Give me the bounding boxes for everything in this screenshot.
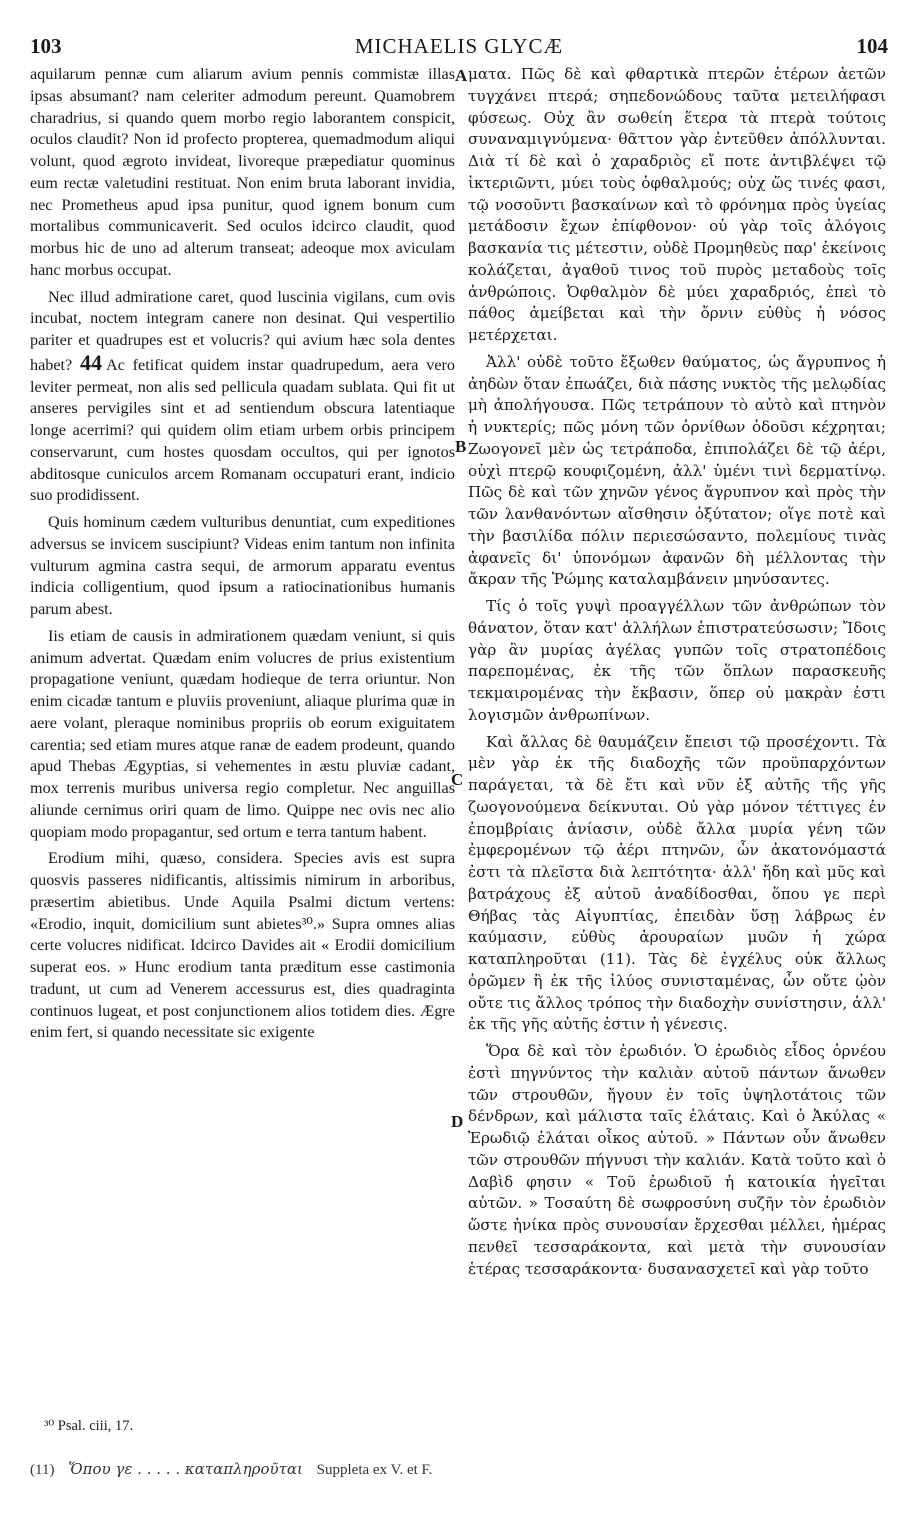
- latin-text: Ac fetificat quidem instar quadrupedum, aera vero leviter permeat, non alis sed pellicula quadam sublata. Qui fit ut anseres pervigiles sint et ad sentiendum obscura latentiaque longe acerrimi? qui quidem olim etiam urbem orbis principem conservarunt, cum hostes quosdam occultos, qui per ignotos abditosque cuniculos arcem Romanam occupaturi erant, indicio suo prodidissent.: [30, 355, 456, 505]
- section-number: 44: [80, 349, 103, 375]
- margin-marker-d: D: [451, 1112, 464, 1131]
- greek-paragraph: Καὶ ἄλλας δὲ θαυμάζειν ἔπεισι τῷ προσέχοντι. Τὰ μὲν γὰρ ἐκ τῆς διαδοχῆς τῶν προϋπαρχόντων παράγεται, τὰ δὲ ἔτι καὶ νῦν ἐξ αὐτῆς τῆς γῆς ζωογονούμενα δείκνυται. Οὐ γὰρ μόνον τέττιγες ἐν ἐπομβρίαις ἀνίασιν, οὐδὲ ἄλλα μυρία γένη τῶν ἐμφερομένων τῷ ἀέρι πτηνῶν, ὧν ἀκατονόμαστά ἐστι τὰ πλεῖστα διὰ λεπτότητα· ἀλλ' ἤδη καὶ μῦς καὶ βατράχους ἐξ αὐτοῦ ἀναδίδοσθαι, ὅπου γε περὶ Θήβας τὰς Αἰγυπτίας, ἐπειδὰν ὕσῃ λάβρως ἐν καύμασιν, εὐθὺς ἀρουραίων μυῶν ἡ χώρα καταπληροῦται (11). Τὰς δὲ ἐγχέλυς οὐκ ἄλλως ὁρῶμεν ἢ ἐκ τῆς ἰλύος συνισταμένας, ὧν οὔτε ᾠὸν οὔτε τις ἄλλος τρόπος τὴν διαδοχὴν συνίστησιν, ἀλλ' ἐκ τῆς γῆς αὐτῆς ἐστιν ἡ γένεσις.: [468, 732, 886, 1034]
- critical-apparatus: [30, 1460, 432, 1479]
- greek-paragraph: Ἀλλ' οὐδὲ τοῦτο ἔξωθεν θαύματος, ὡς ἄγρυπνος ἡ ἀηδὼν ὅταν ἐπωάζει, διὰ πάσης νυκτὸς τῆς μελῳδίας μὴ ἀπολήγουσα. Πῶς τετράπουν τὸ αὐτὸ καὶ πτηνὸν ἡ νυκτερίς; πῶς μόνη τῶν ὀρνίθων ὀδοῦσι κέχρηται; Ζωογονεῖ μὲν ὡς τετράποδα, ἐπιπολάζει δὲ τῷ ἀέρι, οὐχὶ πτερῷ κουφιζομένη, ἀλλ' ὑμένι τινὶ δερματίνῳ. Πῶς δὲ καὶ τῶν χηνῶν γένος ἄγρυπνον καὶ πρὸς τὴν τῶν λανθανόντων αἴσθησιν ὀξύτατον; οἵγε ποτὲ καὶ τὴν βασιλίδα πόλιν περιεσώσαντο, πολεμίους τινὰς ἀφανεῖς δι' ὑπονόμων ἀφανῶν δὴ μέλλοντας τὴν ἄκραν τῆς Ῥώμης καταλαμβάνειν μηνύσαντες.: [468, 352, 886, 589]
- page-number-left: 103: [30, 34, 62, 58]
- apparatus-note: Suppleta ex V. et F.: [316, 1462, 433, 1478]
- greek-paragraph: Τίς ὁ τοῖς γυψὶ προαγγέλλων τῶν ἀνθρώπων τὸν θάνατον, ὅταν κατ' ἀλλήλων ἐπιστρατεύσωσιν; Ἴδοις γὰρ ἂν μυρίας ἀγέλας γυπῶν τοῖς στρατοπέδοις παρεπομένας, ἐκ τῆς τῶν ὅπλων παρασκευῆς τεκμαιρομένας τὴν ἔκβασιν, ὅπερ οὐ μακρὰν ἐστι λογισμῶν ἀνθρωπίνων.: [468, 597, 886, 724]
- greek-column: [468, 64, 886, 1285]
- latin-paragraph: Erodium mihi, quæso, considera. Species avis est supra quosvis passeres nidificantis, altissimis nimirum in arboribus, præsertim abietibus. Unde Aquila Psalmi dictum vertens: «Erodio, inquit, domicilium sunt abietes³⁰.» Supra omnes alias certe volucres nidificat. Idcirco Davides ait « Erodii domicilium superat eos. » Hunc erodium tanta præditum esse castimonia tradunt, ut cum ad Venerem accessurus est, dies quadraginta continuos lugeat, et post conjunctionem alios totidem dies. Ægre enim fert, si quando necessitate sic exigente: [30, 849, 455, 1042]
- latin-text: Nec illud admiratione caret, quod luscinia vigilans, cum ovis incubat, noctem integram canere non desinat. Qui vespertilio pariter et quadrupes est et volucris? qui avium hæc sola dentes habet?: [30, 287, 455, 374]
- margin-marker-b: B: [455, 437, 467, 456]
- latin-paragraph: Quis hominum cædem vulturibus denuntiat, cum expeditiones adversus se invicem suscipiunt? Videas enim tantum non infinita vulturum agmina castra sequi, de armorum apparatu eventus indicia colligentium, quod ipsum a ratiocinationibus humanis parum abest.: [30, 513, 455, 618]
- latin-paragraph: [30, 287, 455, 508]
- footnote: ³⁰ Psal. ciii, 17.: [44, 1418, 134, 1434]
- apparatus-greek: Ὅπου γε . . . . . καταπληροῦται: [68, 1460, 303, 1478]
- greek-paragraph: Ὅρα δὲ καὶ τὸν ἐρωδιόν. Ὁ ἐρωδιὸς εἶδος ὀρνέου ἐστὶ πηγνύντος τὴν καλιὰν αὐτοῦ πάντων ἄνωθεν τῶν στρουθῶν, ἤγουν ἐν τοῖς ὑψηλοτάτοις τῶν δένδρων, καὶ μάλιστα ταῖς ἐλάταις. Καὶ ὁ Ἀκύλας « Ἐρωδιῷ ἐλάται οἶκος αὐτοῦ. » Πάντων οὖν ἄνωθεν τῶν στρουθῶν πήγνυσι τὴν καλιάν. Κατὰ τοῦτο καὶ ὁ Δαβὶδ φησιν « Τοῦ ἐρωδιοῦ ἡ κατοικία ἡγεῖται αὐτῶν. » Τοσαύτη δὲ σωφροσύνη συζῆν τὸν ἐρωδιὸν ὥστε ἡνίκα πρὸς συνουσίαν ἔρχεσθαι μέλλει, ἡμέρας πενθεῖ τεσσαράκοντα, καὶ μετὰ τὴν συνουσίαν ἑτέρας τεσσαράκοντα· δυσανασχετεῖ καὶ γὰρ τοῦτο: [468, 1042, 886, 1278]
- greek-paragraph: ματα. Πῶς δὲ καὶ φθαρτικὰ πτερῶν ἑτέρων ἀετῶν τυγχάνει πτερά; σηπεδονώδους ταῦτα μετειλήφασι φύσεως. Οὐχ ἂν σωθείη ἕτερα τὰ πτερὰ τούτοις συναναμιγνύμενα· θᾶττον γὰρ ἐντεῦθεν ἀπόλλυνται. Διὰ τί δὲ καὶ ὁ χαραδριὸς εἴ ποτε ἀντιβλέψει τῷ ἰκτεριῶντι, μύει τοὺς ὀφθαλμούς; οὐχ ὥς τινές φασι, τῷ νοσοῦντι βασκαίνων καὶ τὸ φρόνημα πρὸς ὑγείας μετάδοσιν ἔχων ἐπίφθονον· οὐ γὰρ τοῖς ἀλόγοις βασκανία τις μέτεστιν, οὐδὲ Προμηθεὺς παρ' ἐκείνοις κολάζεται, ἀγαθοῦ τινος τοῦ πυρὸς μεταδοὺς τοῖς ἀνθρώποις. Ὀφθαλμὸν δὲ μύει χαραδριός, ἐπεὶ τὸ πάθος ἀμείβεται καὶ τὴν ὄρνιν εὐθὺς ἡ νόσος μετέρχεται.: [468, 65, 886, 344]
- latin-column: [30, 64, 455, 1049]
- latin-paragraph: Iis etiam de causis in admirationem quædam veniunt, si quis animum advertat. Quædam enim volucres de prius existentium propagatione veniunt, quædam hodieque de terra oriuntur. Non enim cicadæ tantum e pluviis proveniunt, aliaque plurima quæ in aere volant, pleraque nominibus propriis ob eorum exiguitatem carentia; sed etiam mures atque ranæ de eadem prodeunt, quando apud Thebas Ægyptias, si vehementes in æstu pluviæ cadant, mox terrenis muribus universa regio completur. Nec anguillas aliunde cernimus oriri quam de limo. Quippe nec ovis nec alio quopiam modo propagantur, sed ortum e terra tantum habent.: [30, 626, 455, 841]
- running-header: [30, 34, 888, 64]
- margin-marker-c: C: [451, 770, 464, 789]
- page-number-right: 104: [856, 34, 888, 58]
- running-title: MICHAELIS GLYCÆ: [354, 34, 564, 58]
- apparatus-number: (11): [30, 1462, 55, 1478]
- latin-paragraph: aquilarum pennæ cum aliarum avium pennis commistæ illas ipsas absumant? nam celeriter admodum pereunt. Quamobrem charadrius, si quando quem morbo regio laborantem conspicit, oculos claudit? Non id profecto propterea, quemadmodum aliqui volunt, quod ægroto invideat, livoreque præpediatur quominus eum rectæ valetudini restituat. Non enim bruta laborant invidia, nec Prometheus apud ipsa punitur, quod ignem bonum cum mortalibus communicaverit. Sed oculos idcirco claudit, quod morbus hic de uno ad alterum transeat; adeoque mox aviculam hanc morbus occupat.: [30, 65, 455, 279]
- margin-marker-a: A: [455, 66, 468, 85]
